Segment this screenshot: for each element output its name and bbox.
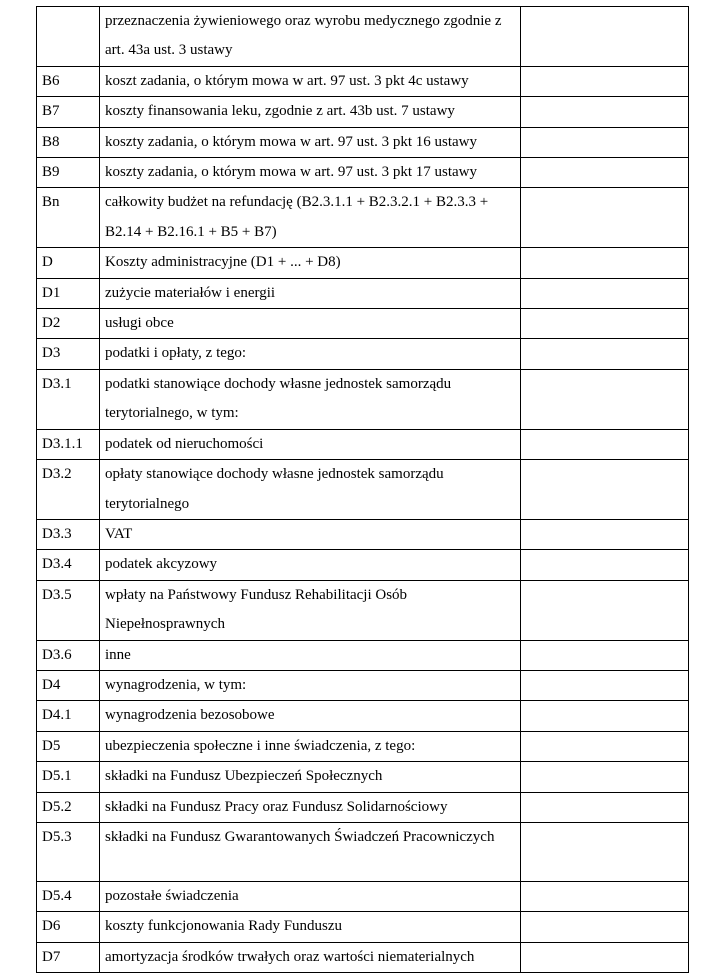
row-description-cell: koszty zadania, o którym mowa w art. 97 ust. 3 pkt 17 ustawy <box>100 158 521 188</box>
row-description-cell: całkowity budżet na refundację (B2.3.1.1 + B2.3.2.1 + B2.3.3 + B2.14 + B2.16.1 + B5 + B7) <box>100 188 521 248</box>
row-code-cell: D5.3 <box>37 822 100 881</box>
row-description-cell: przeznaczenia żywieniowego oraz wyrobu medycznego zgodnie z art. 43a ust. 3 ustawy <box>100 7 521 67</box>
table-row <box>37 309 689 339</box>
row-description-cell: opłaty stanowiące dochody własne jednostek samorządu terytorialnego <box>100 460 521 520</box>
table-row <box>37 881 689 911</box>
table-row <box>37 97 689 127</box>
row-description-cell: usługi obce <box>100 309 521 339</box>
table-row <box>37 640 689 670</box>
row-code-cell: D5.1 <box>37 762 100 792</box>
row-code-cell: D3.4 <box>37 550 100 580</box>
row-value-cell <box>521 912 689 942</box>
row-value-cell <box>521 309 689 339</box>
row-value-cell <box>521 7 689 67</box>
row-description-cell: Koszty administracyjne (D1 + ... + D8) <box>100 248 521 278</box>
row-description-cell: koszty finansowania leku, zgodnie z art. 43b ust. 7 ustawy <box>100 97 521 127</box>
row-value-cell <box>521 188 689 248</box>
budget-table <box>36 6 689 973</box>
table-row <box>37 580 689 640</box>
row-code-cell: B8 <box>37 127 100 157</box>
row-code-cell: B7 <box>37 97 100 127</box>
table-row <box>37 7 689 67</box>
row-description-cell: podatek akcyzowy <box>100 550 521 580</box>
row-value-cell <box>521 158 689 188</box>
row-code-cell: D3.1.1 <box>37 429 100 459</box>
table-row <box>37 912 689 942</box>
row-description-cell: ubezpieczenia społeczne i inne świadczenia, z tego: <box>100 731 521 761</box>
row-value-cell <box>521 519 689 549</box>
table-row <box>37 822 689 881</box>
row-code-cell: D3.6 <box>37 640 100 670</box>
row-code-cell: Bn <box>37 188 100 248</box>
row-code-cell: D2 <box>37 309 100 339</box>
row-description-cell: wpłaty na Państwowy Fundusz Rehabilitacji Osób Niepełnosprawnych <box>100 580 521 640</box>
row-code-cell: D5 <box>37 731 100 761</box>
table-row <box>37 792 689 822</box>
row-value-cell <box>521 822 689 881</box>
row-value-cell <box>521 762 689 792</box>
row-description-cell: koszt zadania, o którym mowa w art. 97 ust. 3 pkt 4c ustawy <box>100 66 521 96</box>
table-row <box>37 188 689 248</box>
table-row <box>37 550 689 580</box>
row-value-cell <box>521 550 689 580</box>
row-code-cell: D3.1 <box>37 369 100 429</box>
row-value-cell <box>521 97 689 127</box>
row-description-cell: VAT <box>100 519 521 549</box>
row-value-cell <box>521 731 689 761</box>
row-value-cell <box>521 670 689 700</box>
row-description-cell: koszty zadania, o którym mowa w art. 97 ust. 3 pkt 16 ustawy <box>100 127 521 157</box>
row-description-cell: wynagrodzenia bezosobowe <box>100 701 521 731</box>
row-value-cell <box>521 66 689 96</box>
row-description-cell: składki na Fundusz Gwarantowanych Świadczeń Pracowniczych <box>100 822 521 881</box>
row-code-cell: D5.2 <box>37 792 100 822</box>
row-value-cell <box>521 942 689 972</box>
row-value-cell <box>521 460 689 520</box>
row-value-cell <box>521 278 689 308</box>
table-row <box>37 519 689 549</box>
row-value-cell <box>521 640 689 670</box>
table-row <box>37 762 689 792</box>
table-row <box>37 248 689 278</box>
table-row <box>37 158 689 188</box>
row-value-cell <box>521 339 689 369</box>
budget-table-body <box>37 7 689 973</box>
row-description-cell: amortyzacja środków trwałych oraz wartości niematerialnych <box>100 942 521 972</box>
table-row <box>37 339 689 369</box>
row-value-cell <box>521 792 689 822</box>
row-code-cell: D7 <box>37 942 100 972</box>
row-description-cell: podatek od nieruchomości <box>100 429 521 459</box>
table-row <box>37 429 689 459</box>
row-code-cell: D4.1 <box>37 701 100 731</box>
row-code-cell <box>37 7 100 67</box>
row-code-cell: D3.2 <box>37 460 100 520</box>
row-code-cell: D5.4 <box>37 881 100 911</box>
row-code-cell: D4 <box>37 670 100 700</box>
table-row <box>37 460 689 520</box>
row-code-cell: D3.5 <box>37 580 100 640</box>
row-description-cell: podatki i opłaty, z tego: <box>100 339 521 369</box>
table-row <box>37 369 689 429</box>
table-row <box>37 701 689 731</box>
row-description-cell: składki na Fundusz Ubezpieczeń Społecznych <box>100 762 521 792</box>
table-row <box>37 278 689 308</box>
row-value-cell <box>521 580 689 640</box>
row-value-cell <box>521 248 689 278</box>
row-value-cell <box>521 369 689 429</box>
row-code-cell: D1 <box>37 278 100 308</box>
row-code-cell: D3.3 <box>37 519 100 549</box>
row-description-cell: zużycie materiałów i energii <box>100 278 521 308</box>
row-description-cell: koszty funkcjonowania Rady Funduszu <box>100 912 521 942</box>
row-value-cell <box>521 429 689 459</box>
row-description-cell: pozostałe świadczenia <box>100 881 521 911</box>
row-value-cell <box>521 701 689 731</box>
row-description-cell: podatki stanowiące dochody własne jednostek samorządu terytorialnego, w tym: <box>100 369 521 429</box>
row-code-cell: D6 <box>37 912 100 942</box>
row-code-cell: B9 <box>37 158 100 188</box>
table-row <box>37 66 689 96</box>
row-value-cell <box>521 127 689 157</box>
table-row <box>37 670 689 700</box>
table-row <box>37 127 689 157</box>
table-row <box>37 942 689 972</box>
row-code-cell: D <box>37 248 100 278</box>
row-description-cell: składki na Fundusz Pracy oraz Fundusz Solidarnościowy <box>100 792 521 822</box>
table-row <box>37 731 689 761</box>
row-code-cell: D3 <box>37 339 100 369</box>
row-description-cell: wynagrodzenia, w tym: <box>100 670 521 700</box>
row-code-cell: B6 <box>37 66 100 96</box>
row-value-cell <box>521 881 689 911</box>
row-description-cell: inne <box>100 640 521 670</box>
